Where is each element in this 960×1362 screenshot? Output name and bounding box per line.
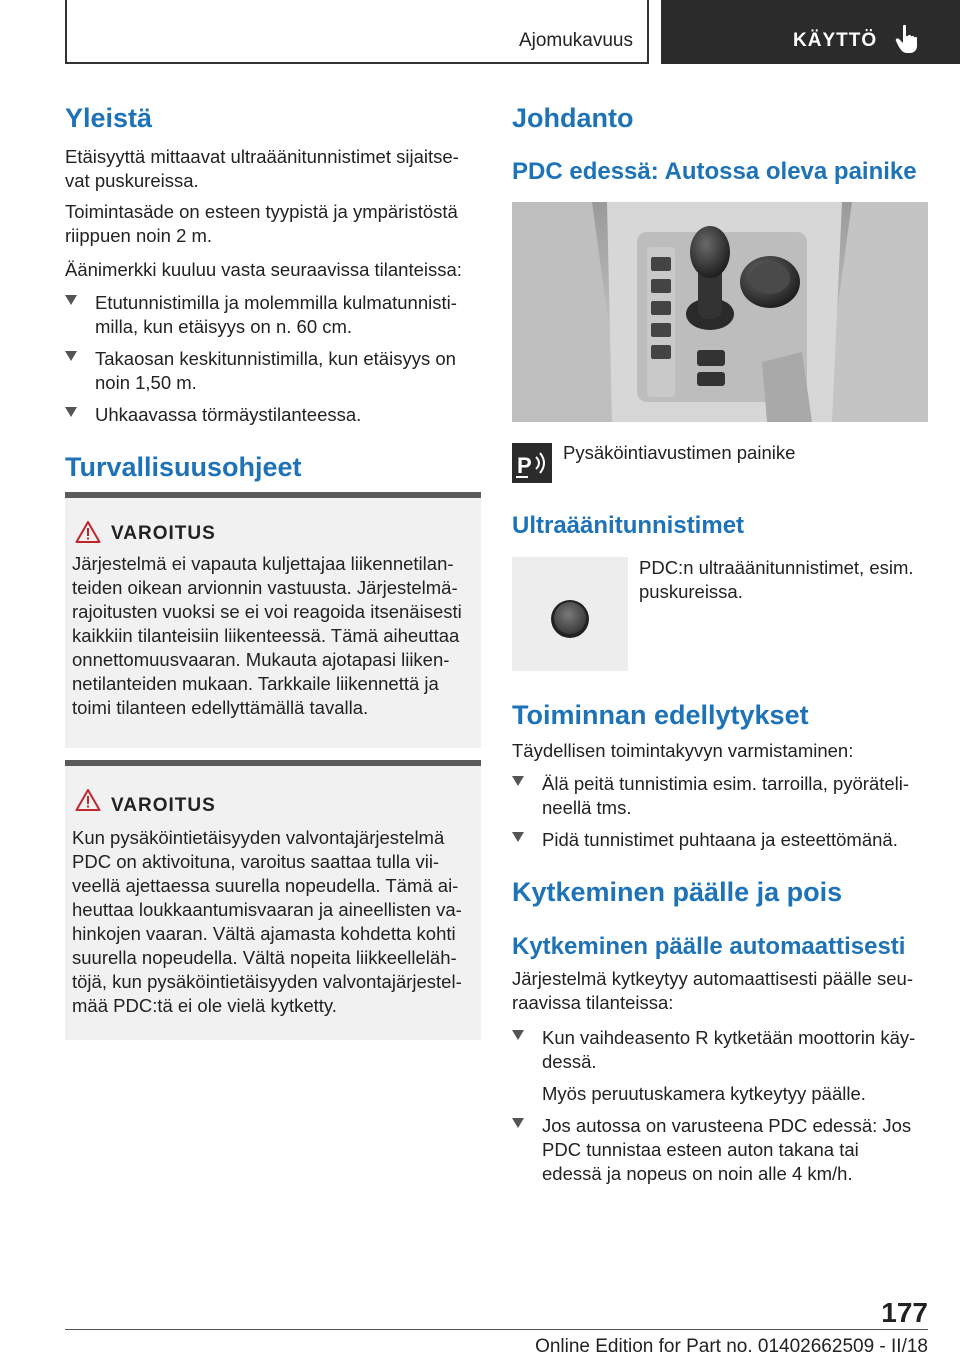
text-line: Toimintasäde on esteen tyypistä ja ympäristöstä — [65, 201, 458, 222]
text-line: Takaosan keskitunnistimilla, kun etäisyys on — [95, 348, 456, 369]
text-line: Älä peitä tunnistimia esim. tarroilla, pyöräteli- — [542, 773, 910, 794]
warning-triangle-icon — [75, 520, 101, 544]
text-line: Etutunnistimilla ja molemmilla kulmatunnisti- — [95, 292, 457, 313]
sensors-text — [639, 556, 914, 604]
parking-assist-icon — [512, 443, 552, 483]
text-line: raavissa tilanteissa: — [512, 992, 674, 1013]
sensors-heading: Ultraäänitunnistimet — [512, 512, 745, 539]
text-line: PDC on aktivoituna, varoitus saattaa tulla vii- — [72, 851, 440, 872]
general-heading: Yleistä — [65, 103, 153, 133]
list-item — [512, 1114, 932, 1190]
list-item — [512, 1026, 932, 1108]
text-line: teiden oikean arvionnin vastuusta. Järjestelmä- — [72, 577, 458, 598]
pdc-button-caption: Pysäköintiavustimen painike — [563, 442, 796, 463]
bullet-triangle-icon — [65, 407, 77, 417]
footer-divider — [65, 1329, 928, 1330]
page-number: 177 — [881, 1297, 928, 1328]
text-line: netilanteiden mukaan. Tarkkaile liikennettä ja — [72, 673, 439, 694]
text-line: Kun pysäköintietäisyyden valvontajärjestelmä — [72, 827, 445, 848]
auto-intro — [512, 967, 913, 1015]
text-line: riippuen noin 2 m. — [65, 225, 213, 246]
warning-box — [65, 492, 481, 748]
text-line: Järjestelmä kytkeytyy automaattisesti päälle seu- — [512, 968, 914, 989]
list-item — [65, 403, 485, 429]
text-line: Etäisyyttä mittaavat ultraäänitunnistimet sijaitse- — [65, 146, 459, 167]
pointing-hand-icon — [895, 24, 921, 54]
header-chapter-tab — [661, 0, 960, 64]
general-paragraph-2 — [65, 200, 458, 248]
text-line: vat puskureissa. — [65, 170, 199, 191]
bullet-triangle-icon — [512, 776, 524, 786]
bullet-triangle-icon — [65, 351, 77, 361]
text-line: Uhkaavassa törmäystilanteessa. — [95, 404, 362, 425]
warning-title: VAROITUS — [111, 795, 216, 816]
text-line: edessä ja nopeus on noin alle 4 km/h. — [542, 1163, 853, 1184]
svg-text:P: P — [517, 453, 532, 478]
text-line: PDC tunnistaa esteen auton takana tai — [542, 1139, 859, 1160]
footer-edition: Online Edition for Part no. 01402662509 - II/18 — [535, 1336, 928, 1357]
bullet-triangle-icon — [65, 295, 77, 305]
text-line: kaikkiin tilanteisiin liikenteessä. Tämä aiheuttaa — [72, 625, 460, 646]
conditions-heading: Toiminnan edellytykset — [512, 700, 809, 730]
bullet-note: Myös peruutuskamera kytkeytyy päälle. — [542, 1083, 866, 1104]
text-line: PDC:n ultraäänitunnistimet, esim. — [639, 557, 914, 578]
list-item — [65, 291, 485, 341]
text-line: mää PDC:tä ei ole vielä kytketty. — [72, 995, 337, 1016]
bullet-triangle-icon — [512, 832, 524, 842]
text-line: Järjestelmä ei vapauta kuljettajaa liikennetilan- — [72, 553, 454, 574]
onoff-heading: Kytkeminen päälle ja pois — [512, 877, 843, 907]
text-line: noin 1,50 m. — [95, 372, 197, 393]
text-line: puskureissa. — [639, 581, 743, 602]
text-line: Kun vaihdeasento R kytketään moottorin käy- — [542, 1027, 916, 1048]
warning-triangle-icon — [75, 788, 101, 812]
text-line: milla, kun etäisyys on n. 60 cm. — [95, 316, 353, 337]
list-item — [65, 347, 485, 397]
intro-heading: Johdanto — [512, 103, 634, 133]
list-item — [512, 772, 932, 822]
general-paragraph-1 — [65, 145, 459, 193]
pdc-front-heading: PDC edessä: Autossa oleva painike — [512, 158, 917, 185]
warning-text — [72, 552, 476, 720]
warning-title: VAROITUS — [111, 523, 216, 544]
list-item — [512, 828, 932, 854]
text-line: neellä tms. — [542, 797, 632, 818]
text-line: heuttaa loukkaantumisvaaran ja aineellisten va- — [72, 899, 462, 920]
text-line: rajoitusten vuoksi se ei voi reagoida itsenäisesti — [72, 601, 462, 622]
ultrasonic-sensor-photo — [512, 557, 628, 671]
bullet-triangle-icon — [512, 1118, 524, 1128]
text-line: dessä. — [542, 1051, 597, 1072]
auto-heading: Kytkeminen päälle automaattisesti — [512, 933, 906, 960]
warning-text — [72, 826, 476, 1018]
header-chapter-title: KÄYTTÖ — [793, 30, 878, 51]
bullet-triangle-icon — [512, 1030, 524, 1040]
conditions-intro: Täydellisen toimintakyvyn varmistaminen: — [512, 740, 854, 761]
text-line: veellä ajettaessa suurella nopeudella. Tämä ai- — [72, 875, 459, 896]
text-line: töjä, kun pysäköintietäisyyden valvontajärjestel- — [72, 971, 462, 992]
text-line: onnettomuusvaaran. Mukauta ajotapasi liiken- — [72, 649, 450, 670]
warning-box — [65, 760, 481, 1040]
text-line: suurella nopeudella. Vältä nopeita liikkeelleläh- — [72, 947, 457, 968]
header-section-box — [65, 0, 649, 64]
header-section-title: Ajomukavuus — [518, 30, 633, 51]
general-paragraph-3: Äänimerkki kuuluu vasta seuraavissa tilanteissa: — [65, 259, 462, 280]
text-line: Jos autossa on varusteena PDC edessä: Jos — [542, 1115, 912, 1136]
text-line: toimi tilanteen edellyttämällä tavalla. — [72, 697, 369, 718]
text-line: Pidä tunnistimet puhtaana ja esteettömänä. — [542, 829, 898, 850]
text-line: hinkojen vaaran. Vältä ajamasta kohdetta kohti — [72, 923, 456, 944]
center-console-photo — [512, 202, 928, 422]
safety-heading: Turvallisuusohjeet — [65, 452, 302, 482]
